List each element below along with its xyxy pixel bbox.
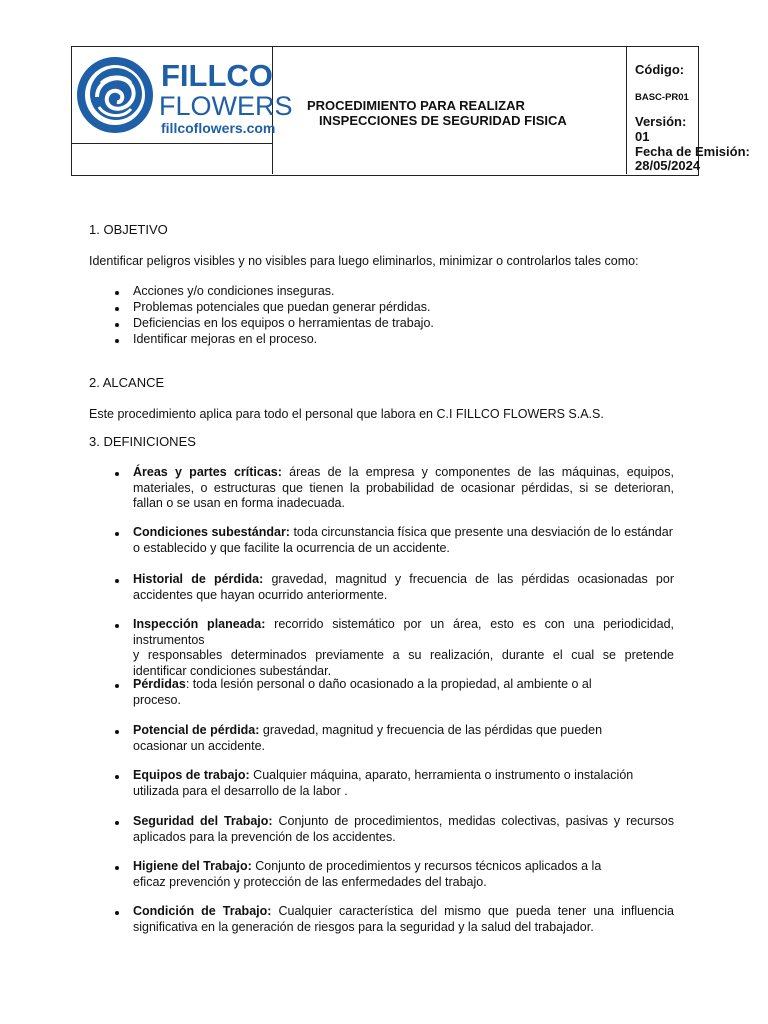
definition-text: Conjunto de procedimientos y recursos técnicos aplicados a la xyxy=(251,859,602,873)
definition-line xyxy=(133,677,674,693)
definition-term: Inspección planeada: xyxy=(133,617,266,631)
objetivo-item: Deficiencias en los equipos o herramientas de trabajo. xyxy=(133,316,434,330)
metadata-cell xyxy=(627,47,750,174)
definition-item xyxy=(133,904,674,935)
rose-icon xyxy=(77,57,153,133)
definition-text: recorrido sistemático por un área, esto es con una periodicidad, instrumentos xyxy=(133,617,674,647)
definition-text: utilizada para el desarrollo de la labor . xyxy=(133,783,348,798)
bullet-dot xyxy=(115,866,119,870)
definition-text: gravedad, magnitud y frecuencia de las pérdidas que pueden xyxy=(259,723,603,737)
definition-line xyxy=(133,496,674,512)
definition-text: identificar condiciones subestándar. xyxy=(133,663,332,678)
definition-term: Potencial de pérdida: xyxy=(133,723,260,737)
objetivo-item: Identificar mejoras en el proceso. xyxy=(133,332,318,346)
definition-text: o establecido y que facilite la ocurrencia de un accidente. xyxy=(133,540,450,555)
fecha-value: 28/05/2024 xyxy=(635,158,701,173)
fecha-label: Fecha de Emisión: xyxy=(635,144,750,159)
definition-text: gravedad, magnitud y frecuencia de las pérdidas ocasionadas por xyxy=(263,572,675,586)
definition-line xyxy=(133,481,674,497)
definition-item xyxy=(133,723,674,754)
bullet-dot xyxy=(115,624,119,628)
definition-line xyxy=(133,465,674,481)
definition-line xyxy=(133,830,674,846)
objetivo-intro: Identificar peligros visibles y no visibles para luego eliminarlos, minimizar o controlarlos tales como: xyxy=(89,254,639,268)
definition-line xyxy=(133,814,674,830)
objetivo-item: Acciones y/o condiciones inseguras. xyxy=(133,284,335,298)
version-value: 01 xyxy=(635,129,650,144)
section-heading-definiciones: 3. DEFINICIONES xyxy=(89,434,196,449)
definition-item xyxy=(133,814,674,845)
logo-text-flowers: FLOWERS xyxy=(159,91,293,121)
definition-term: Áreas y partes críticas: xyxy=(133,465,282,479)
bullet-dot xyxy=(115,291,119,295)
definition-term: Historial de pérdida: xyxy=(133,572,264,586)
bullet-dot xyxy=(115,684,119,688)
definition-text: : toda lesión personal o daño ocasionado a la propiedad, al ambiente o al xyxy=(185,677,592,691)
definition-text: toda circunstancia física que presente una desviación de lo estándar xyxy=(289,525,673,539)
definition-line xyxy=(133,723,674,739)
definition-item xyxy=(133,525,674,556)
definition-text: eficaz prevención y protección de las enfermedades del trabajo. xyxy=(133,874,487,889)
definition-line xyxy=(133,572,674,588)
definition-text: fallan o se usan en forma inadecuada. xyxy=(133,496,345,510)
definition-item xyxy=(133,465,674,512)
definition-term: Pérdidas xyxy=(133,677,186,691)
bullet-dot xyxy=(115,730,119,734)
definition-line xyxy=(133,588,674,604)
definition-term: Condición de Trabajo: xyxy=(133,904,272,918)
definition-term: Higiene del Trabajo: xyxy=(133,859,252,873)
codigo-value: BASC-PR01 xyxy=(635,92,689,103)
definition-text: significativa en la generación de riesgos para la seguridad y la salud del trabajador. xyxy=(133,919,594,934)
document-title-line1: PROCEDIMIENTO PARA REALIZAR xyxy=(307,98,525,113)
version-label: Versión: xyxy=(635,114,687,129)
document-header-table xyxy=(71,46,750,176)
fillco-flowers-logo xyxy=(75,53,293,141)
definition-line xyxy=(133,525,674,541)
logo-text-fillco: FILLCO xyxy=(161,58,273,93)
definition-text: Conjunto de procedimientos, medidas colectivas, pasivas y recursos xyxy=(272,814,674,828)
codigo-label: Código: xyxy=(635,62,685,77)
definition-term: Condiciones subestándar: xyxy=(133,525,290,539)
definition-line xyxy=(133,693,674,709)
definition-line xyxy=(133,648,674,664)
title-cell xyxy=(273,47,627,174)
bullet-dot xyxy=(115,821,119,825)
definition-line xyxy=(133,541,674,557)
logo-cell-divider xyxy=(72,143,272,144)
definition-item xyxy=(133,859,674,890)
definition-item xyxy=(133,677,674,708)
definition-line xyxy=(133,904,674,920)
definition-line xyxy=(133,739,674,755)
definition-line xyxy=(133,784,674,800)
logo-text-url: fillcoflowers.com xyxy=(161,120,276,136)
definition-term: Equipos de trabajo: xyxy=(133,768,250,782)
definition-text: aplicados para la prevención de los accidentes. xyxy=(133,829,396,844)
definition-item xyxy=(133,617,674,679)
definition-text: y responsables determinados previamente a su realización, durante el cual se pretende xyxy=(133,648,674,662)
section-heading-alcance: 2. ALCANCE xyxy=(89,375,165,390)
definition-line xyxy=(133,768,674,784)
definition-item xyxy=(133,572,674,603)
definition-text: ocasionar un accidente. xyxy=(133,738,266,753)
definition-text: áreas de la empresa y componentes de las máquinas, equipos, xyxy=(281,465,674,479)
bullet-dot xyxy=(115,472,119,476)
bullet-dot xyxy=(115,323,119,327)
definition-term: Seguridad del Trabajo: xyxy=(133,814,273,828)
definition-text: Cualquier característica del mismo que pueda tener una influencia xyxy=(271,904,674,918)
bullet-dot xyxy=(115,911,119,915)
bullet-dot xyxy=(115,579,119,583)
definition-line xyxy=(133,920,674,936)
logo-cell xyxy=(72,47,293,174)
bullet-dot xyxy=(115,339,119,343)
definition-text: accidentes que hayan ocurrido anteriormente. xyxy=(133,587,388,602)
definition-text: Cualquier máquina, aparato, herramienta o instrumento o instalación xyxy=(249,768,634,782)
definition-text: proceso. xyxy=(133,692,181,707)
definition-line xyxy=(133,875,674,891)
definition-line xyxy=(133,617,674,648)
definition-text: materiales, o estructuras que tienen la probabilidad de ocasionar pérdidas, si se deterioran, xyxy=(133,480,674,495)
alcance-text: Este procedimiento aplica para todo el personal que labora en C.I FILLCO FLOWERS S.A.S. xyxy=(89,407,604,421)
section-heading-objetivo: 1. OBJETIVO xyxy=(89,222,168,237)
objetivo-item: Problemas potenciales que puedan generar pérdidas. xyxy=(133,300,431,314)
document-title-line2: INSPECCIONES DE SEGURIDAD FISICA xyxy=(319,113,567,128)
definition-line xyxy=(133,859,674,875)
bullet-dot xyxy=(115,775,119,779)
bullet-dot xyxy=(115,307,119,311)
definition-item xyxy=(133,768,674,799)
bullet-dot xyxy=(115,532,119,536)
